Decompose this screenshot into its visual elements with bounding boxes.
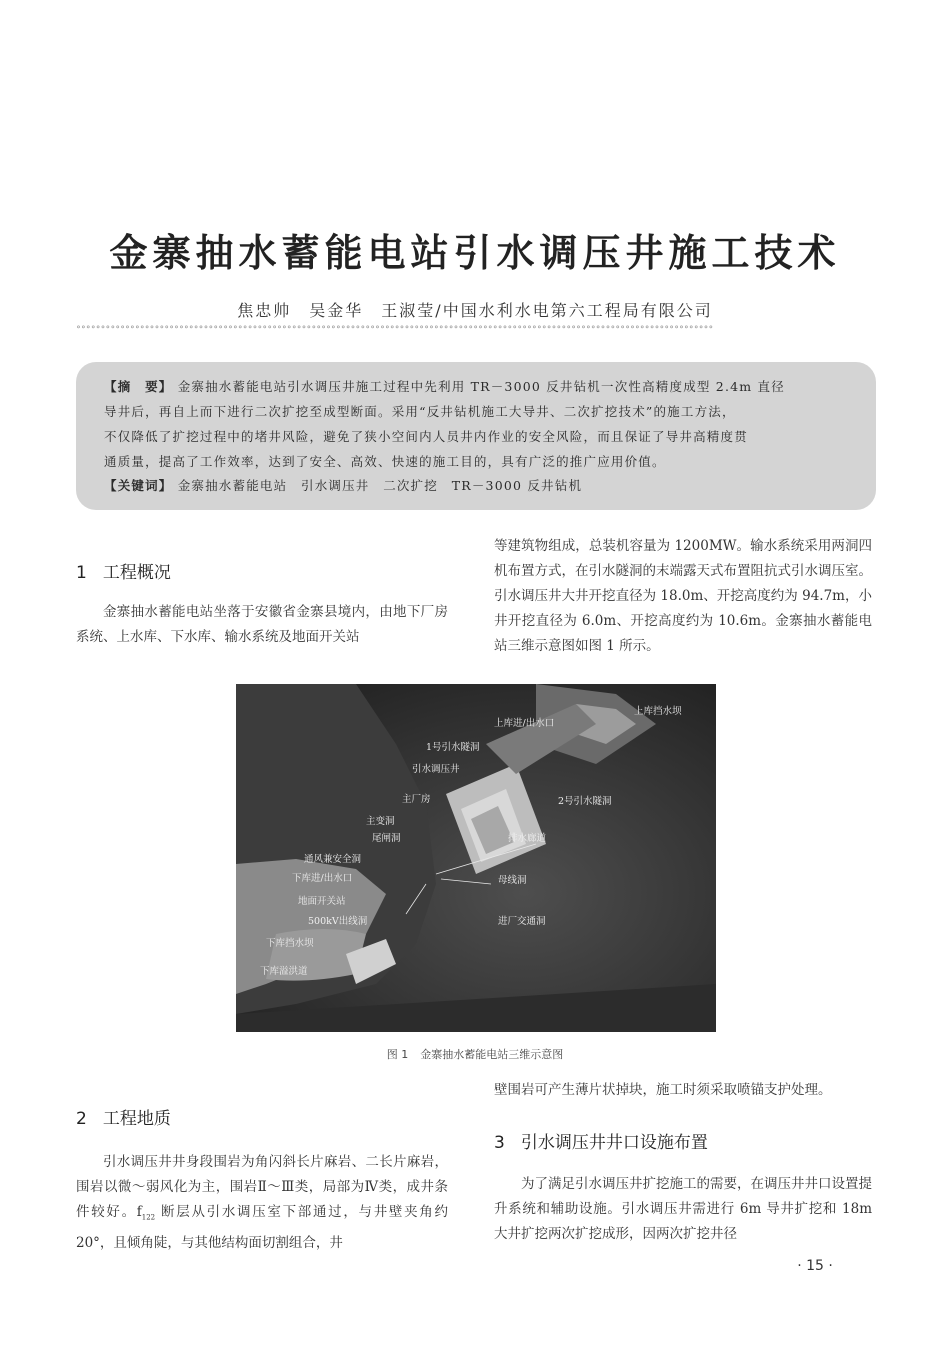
keywords-label: 【关键词】	[104, 478, 173, 493]
page-title: 金寨抽水蓄能电站引水调压井施工技术	[109, 231, 841, 275]
keywords-line	[104, 476, 844, 494]
label-vent-tunnel: 通风兼安全洞	[304, 854, 362, 865]
label-transformer: 主变洞	[366, 816, 395, 827]
s2-subscript: 122	[141, 1213, 156, 1222]
abstract-text-1: 金寨抽水蓄能电站引水调压井施工过程中先利用 TR－3000 反井钻机一次性高精度成型 2.4m 直径	[177, 379, 785, 394]
paragraph-s3-right: 为了满足引水调压井扩挖施工的需要，在调压井井口设置提升系统和辅助设施。引水调压井需进行 6m 导井扩挖和 18m 大井扩挖两次扩挖成形，因两次扩挖井径	[494, 1176, 872, 1242]
abstract-line-1	[104, 377, 844, 395]
label-powerhouse: 主厂房	[402, 794, 431, 805]
author-line: 焦忠帅 吴金华 王淑莹/中国水利水电第六工程局有限公司	[237, 301, 713, 320]
section-number: 3	[494, 1133, 505, 1153]
label-drainage: 排水廊道	[508, 833, 547, 844]
label-spillway: 下库溢洪道	[260, 966, 308, 977]
paragraph-s2-right: 壁围岩可产生薄片状掉块，施工时须采取喷锚支护处理。	[494, 1082, 832, 1098]
abstract-line-4: 通质量，提高了工作效率，达到了安全、高效、快速的施工目的，具有广泛的推广应用价值。	[104, 454, 666, 469]
label-tailgate: 尾闸洞	[372, 833, 401, 844]
s2-text-a: 引水调压井井身段围岩为角闪斜长片麻岩、二长片麻岩，围岩以微～弱风化为主，围岩Ⅱ～Ⅲ类，局部为Ⅳ类，成井条件较好。f	[76, 1154, 448, 1220]
section-title: 工程地质	[102, 1109, 171, 1129]
label-500kv: 500kV出线洞	[308, 916, 368, 927]
section-heading-3	[494, 1128, 708, 1153]
section-number: 1	[76, 563, 87, 583]
label-lower-dam: 下库挡水坝	[266, 938, 314, 949]
label-tunnel-1: 1号引水隧洞	[426, 742, 480, 753]
label-tunnel-2: 2号引水隧洞	[558, 796, 612, 807]
section-heading-1	[76, 558, 171, 583]
section-heading-2	[76, 1104, 171, 1129]
label-busbar: 母线洞	[498, 875, 527, 886]
decorative-divider: ∘∘∘∘∘∘∘∘∘∘∘∘∘∘∘∘∘∘∘∘∘∘∘∘∘∘∘∘∘∘∘∘∘∘∘∘∘∘∘∘∘∘∘∘∘∘∘∘∘∘∘∘∘∘∘∘∘∘∘∘∘∘∘∘∘∘∘∘∘∘∘∘∘∘∘∘∘∘∘∘∘∘∘∘∘∘∘∘∘∘∘∘∘∘∘∘∘∘∘∘∘∘∘∘∘∘∘∘∘∘∘∘∘∘∘∘∘∘∘∘∘∘∘∘∘∘∘∘∘∘	[76, 324, 714, 332]
figure-caption	[0, 1046, 950, 1062]
aerial-photo-image	[236, 684, 716, 1032]
label-surge-shaft: 引水调压井	[412, 764, 460, 775]
caption-text: 金寨抽水蓄能电站三维示意图	[420, 1048, 564, 1061]
caption-number: 图 1	[386, 1048, 409, 1061]
section-number: 2	[76, 1109, 87, 1129]
label-lower-inlet: 下库进/出水口	[292, 873, 353, 884]
abstract-label: 【摘 要】	[104, 379, 173, 394]
figure-3d-illustration	[236, 684, 716, 1032]
label-upper-dam: 上库挡水坝	[634, 706, 682, 717]
section-title: 引水调压井井口设施布置	[520, 1133, 708, 1153]
abstract-line-3: 不仅降低了扩挖过程中的堵井风险，避免了狭小空间内人员井内作业的安全风险，而且保证了导井高精度贯	[104, 429, 748, 444]
label-access-tunnel: 进厂交通洞	[498, 916, 546, 927]
paragraph-s1-left: 金寨抽水蓄能电站坐落于安徽省金寨县境内，由地下厂房系统、上水库、下水库、输水系统及地面开关站	[76, 604, 448, 645]
label-upper-inlet: 上库进/出水口	[494, 718, 555, 729]
page-number: · 15 ·	[797, 1258, 833, 1274]
abstract-line-2: 导井后，再自上而下进行二次扩挖至成型断面。采用“反井钻机施工大导井、二次扩挖技术”的施工方法，	[104, 404, 736, 419]
s2-text-b: 断层从引水调压室下部通过，与井壁夹角约 20°，且倾角陡，与其他结构面切割组合，井	[76, 1204, 448, 1251]
paragraph-s2-left	[76, 1150, 448, 1256]
keywords-text: 金寨抽水蓄能电站 引水调压井 二次扩挖 TR－3000 反井钻机	[177, 478, 583, 493]
paragraph-s1-right: 等建筑物组成，总装机容量为 1200MW。输水系统采用两洞四机布置方式，在引水隧洞的末端露天式布置阻抗式引水调压室。引水调压井大井开挖直径为 18.0m、开挖高度约为 94.7m，小井开挖直径为 6.0m、开挖高度约为 10.6m。金寨抽水蓄能电站三维示意图如图 1 所示。	[494, 538, 872, 654]
section-title: 工程概况	[102, 563, 171, 583]
label-switch-station: 地面开关站	[298, 896, 346, 907]
